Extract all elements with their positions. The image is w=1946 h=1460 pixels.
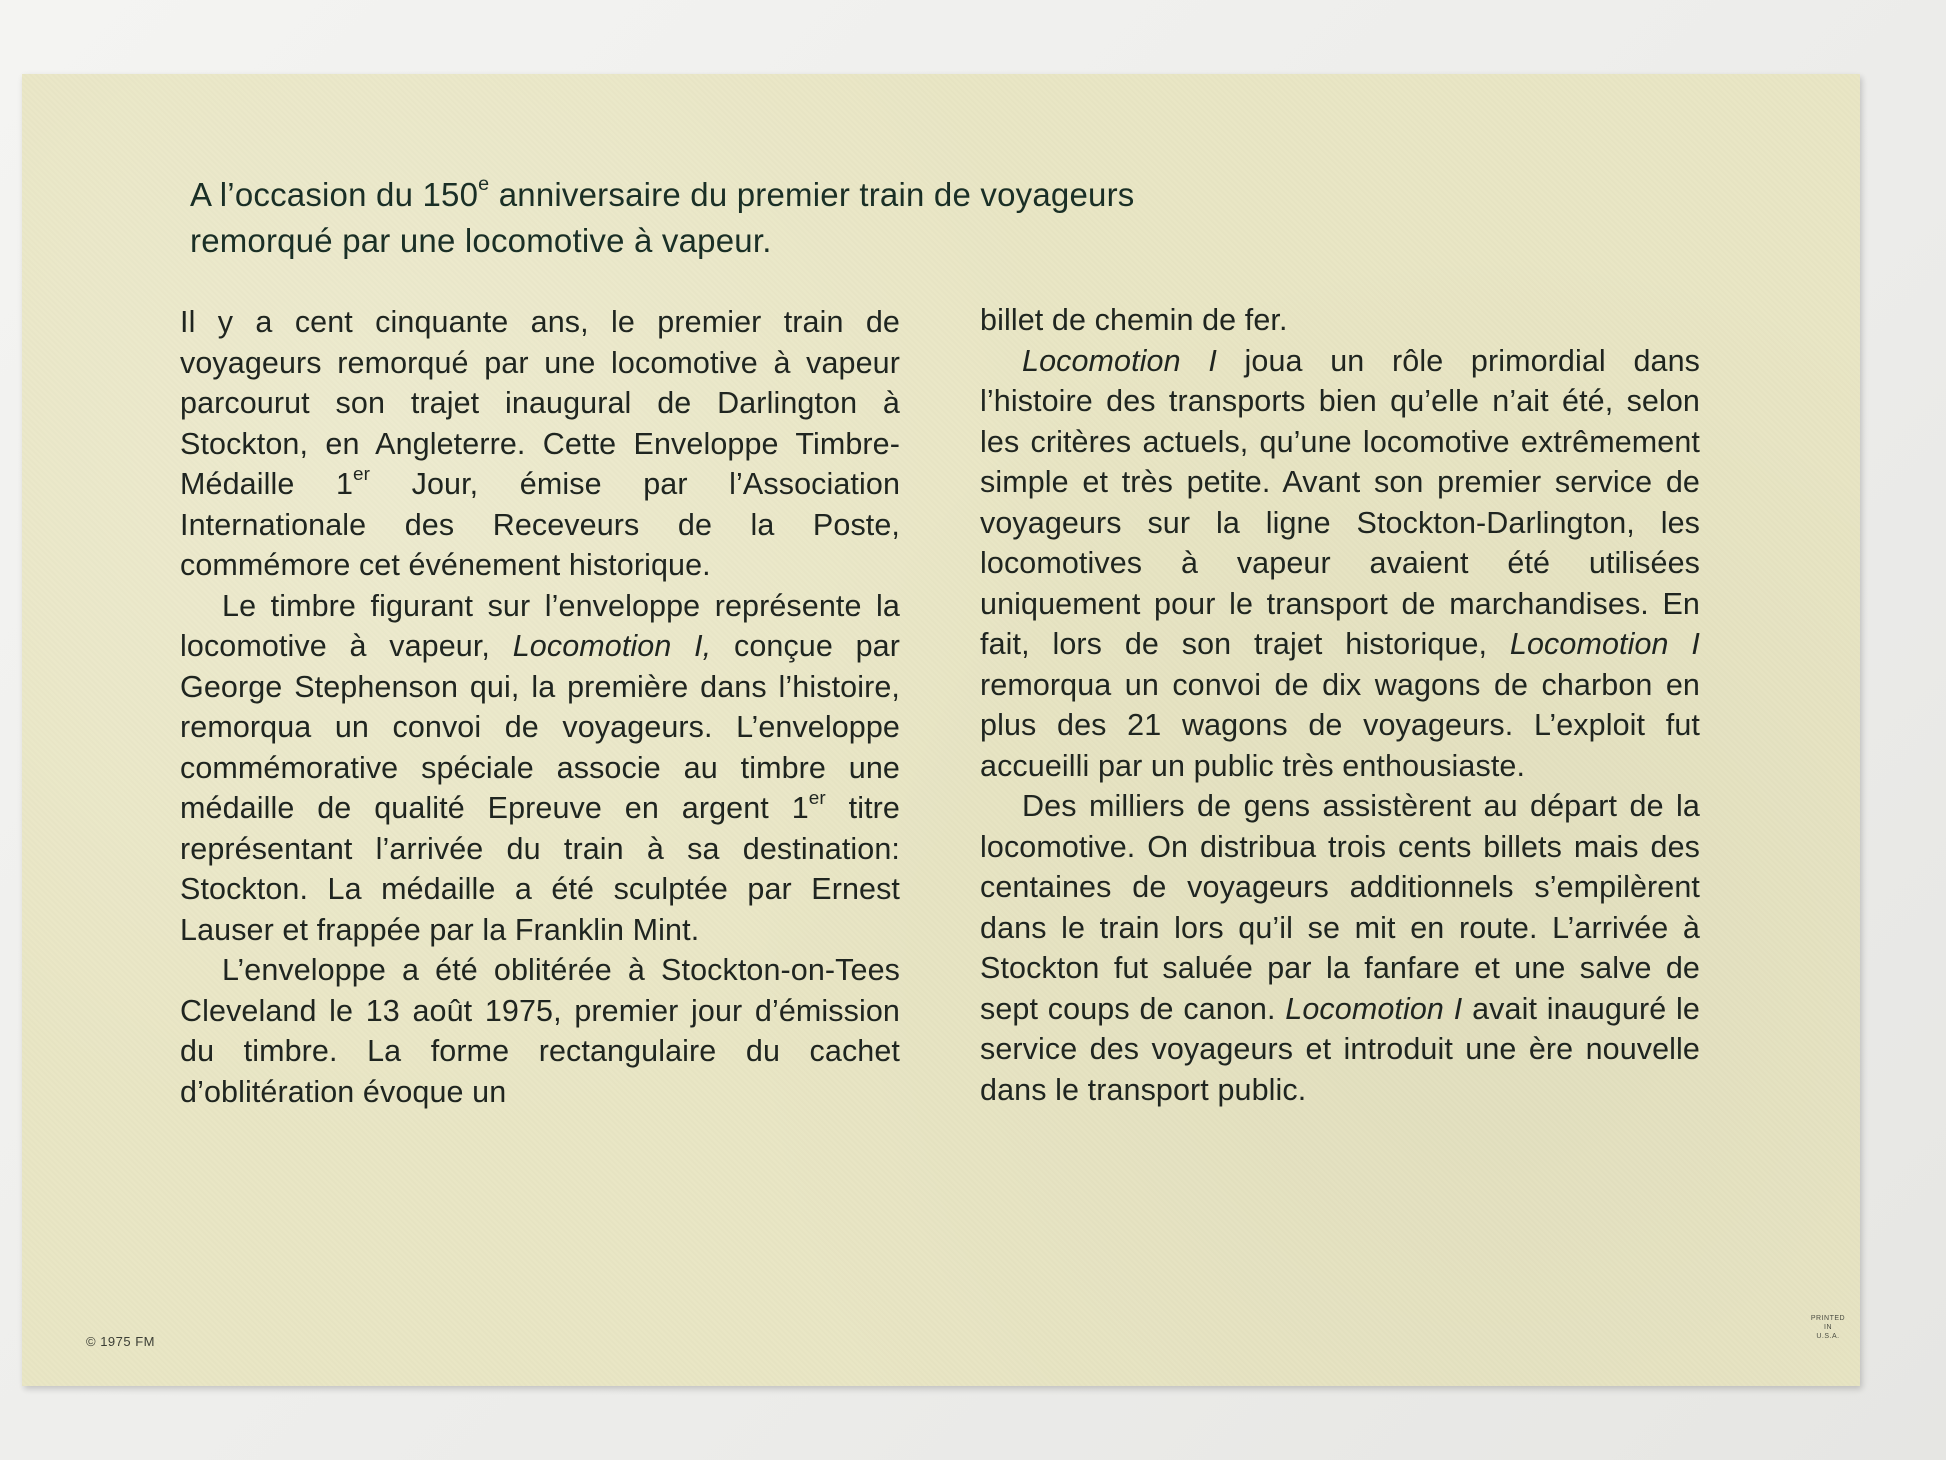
- italic-title: Locomotion I: [1285, 991, 1463, 1026]
- right-paragraph-1: billet de chemin de fer.: [980, 303, 1288, 337]
- heading-superscript: e: [478, 173, 490, 196]
- italic-title: Locomotion I: [1509, 627, 1700, 661]
- paragraph-text: avait inauguré le service des voyageurs et introduit une ère nouvelle dans le transport public.: [980, 991, 1700, 1107]
- copyright-notice: © 1975 FM: [86, 1334, 155, 1349]
- italic-title: Locomotion I,: [512, 629, 712, 663]
- printed-mark-line: PRINTED: [1810, 1315, 1846, 1322]
- paragraph-text: Jour, émise par l’Association Internationale des Receveurs de la Poste, commémore cet événement historique.: [180, 467, 901, 582]
- paragraph-text: Des milliers de gens assistèrent au départ de la locomotive. On distribua trois cents billets mais des centaines de voyageurs additionnels s’empilèrent dans le train lors qu’il se mit en route. L’arrivée à Stockton fut saluée par la fanfare et une salve de sept coups de canon.: [980, 789, 1700, 1026]
- right-column: [980, 300, 1700, 1110]
- paragraph-text: conçue par George Stephenson qui, la première dans l’histoire, remorqua un convoi de voyageurs. L’enveloppe commémorative spéciale associe au timbre une médaille de qualité Epreuve en argent 1: [180, 629, 901, 825]
- printed-in-usa-mark: [1798, 1314, 1858, 1341]
- paragraph-text: remorqua un convoi de dix wagons de charbon en plus des 21 wagons de voyageurs. L’exploit fut accueilli par un public très enthousiaste.: [980, 667, 1700, 783]
- left-paragraph-1: [180, 302, 900, 586]
- left-paragraph-3: L’enveloppe a été oblitérée à Stockton-on-Tees Cleveland le 13 août 1975, premier jour d’émission du timbre. La forme rectangulaire du cachet d’oblitération évoque un: [180, 953, 900, 1109]
- heading-text: A l’occasion du 150: [190, 176, 479, 213]
- left-paragraph-2: [180, 586, 900, 951]
- heading-line-1: [190, 172, 1490, 218]
- superscript: er: [808, 787, 826, 809]
- heading-line-2: remorqué par une locomotive à vapeur.: [190, 222, 772, 259]
- document-heading: [190, 172, 1490, 264]
- paragraph-text: Il y a cent cinquante ans, le premier train de voyageurs remorqué par une locomotive à vapeur parcourut son trajet inaugural de Darlington à Stockton, en Angleterre. Cette Enveloppe Timbre-Médaille 1: [180, 305, 900, 501]
- right-paragraph-3: [980, 786, 1700, 1110]
- paragraph-text: Le timbre figurant sur l’enveloppe représente la locomotive à vapeur,: [180, 588, 900, 663]
- heading-text: anniversaire du premier train de voyageurs: [489, 176, 1135, 213]
- italic-title: Locomotion I: [1022, 343, 1217, 378]
- right-paragraph-2: [980, 341, 1700, 787]
- document-card: [22, 74, 1860, 1386]
- paragraph-text: titre représentant l’arrivée du train à sa destination: Stockton. La médaille a été sculptée par Ernest Lauser et frappée par la Franklin Mint.: [180, 791, 900, 947]
- printed-mark-line: IN: [1824, 1324, 1832, 1331]
- superscript: er: [353, 463, 371, 485]
- printed-mark-line: U.S.A.: [1816, 1333, 1840, 1340]
- paragraph-text: joua un rôle primordial dans l’histoire des transports bien qu’elle n’ait été, selon les critères actuels, qu’une locomotive extrêmement simple et très petite. Avant son premier service de voyageurs sur la ligne Stockton-Darlington, les locomotives à vapeur avaient été utilisées uniquement pour le transport de marchandises. En fait, lors de son trajet historique,: [980, 343, 1700, 661]
- left-column: [180, 302, 900, 1112]
